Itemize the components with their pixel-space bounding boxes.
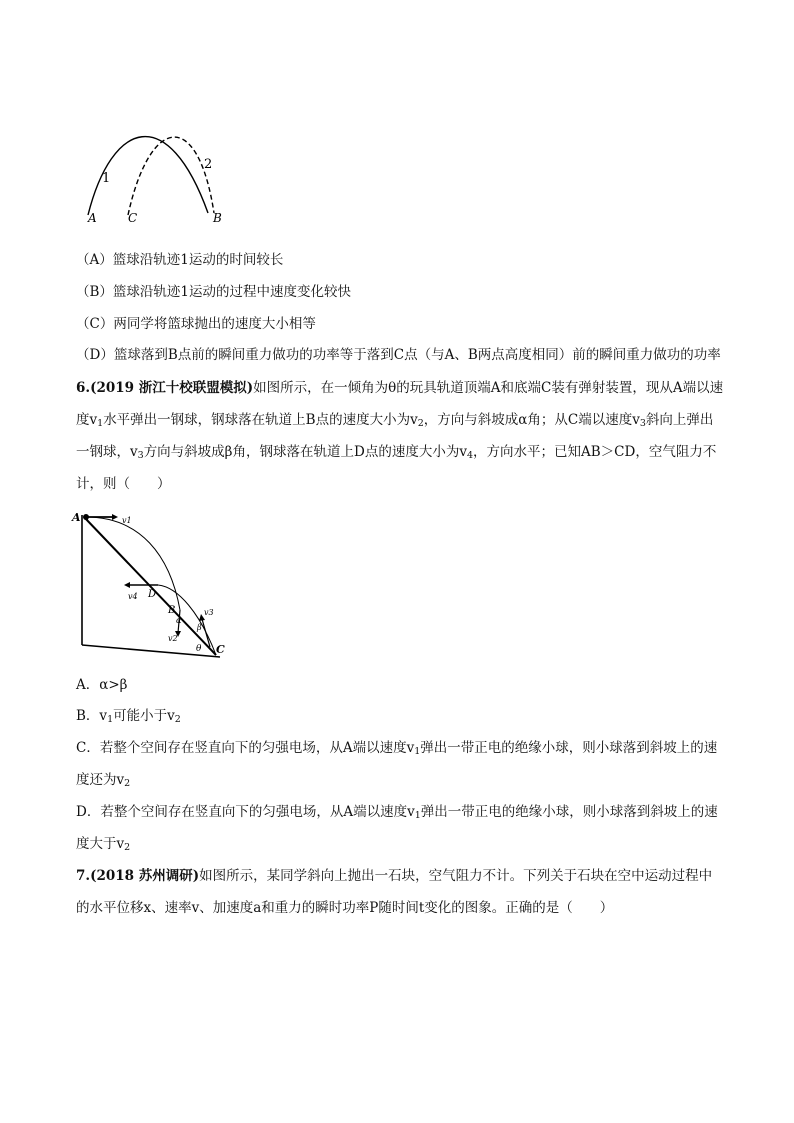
q6-option-a-text: A．α>β <box>76 677 128 693</box>
q5-option-c <box>76 314 756 334</box>
track-incline <box>84 517 216 655</box>
q6-sub-4: 4 <box>466 450 473 461</box>
q6-stem-part6: ，方向水平；已知AB＞CD，空气阻力不计，则（ ） <box>76 444 717 492</box>
label-a: A <box>72 511 81 524</box>
q6-stem-part5: 方向与斜坡成β角，钢球落在轨道上D点的速度大小为v <box>143 444 467 460</box>
q6-option-d-p2: 弹出一带正电的绝缘小球，则小球落到斜坡上的速度大于v <box>76 804 718 852</box>
q5-option-a-key: （A） <box>76 252 113 268</box>
q6-option-b-sub2: 2 <box>174 714 181 725</box>
label-curve-2: 2 <box>204 157 213 172</box>
v1-arrowhead <box>112 514 118 520</box>
q7-source: (2018 苏州调研) <box>90 868 200 884</box>
q6-option-d-sub2: 2 <box>124 842 131 853</box>
q5-option-b-key: （B） <box>76 284 113 300</box>
q6-option-a <box>76 675 756 695</box>
q5-option-a <box>76 250 756 270</box>
q7-number: 7. <box>76 868 91 884</box>
label-curve-1: 1 <box>102 171 111 186</box>
v4-arrowhead <box>124 582 130 588</box>
label-b: B <box>168 605 176 616</box>
q6-stem-part4: 斜向上弹出一钢球，v <box>76 412 714 460</box>
q6-stem-part3: ，方向与斜坡成α角；从C端以速度v <box>423 412 640 428</box>
q6-option-d-p1: D．若整个空间存在竖直向下的匀强电场，从A端以速度v <box>76 804 415 820</box>
q6-sub-1: 1 <box>97 418 104 429</box>
q5-option-d-text: 篮球落到B点前的瞬间重力做功的功率等于落到C点（与A、B两点高度相同）前的瞬间重力做功的功率 <box>113 347 721 363</box>
q5-option-d-key: （D） <box>76 347 114 363</box>
inclined-track-figure <box>70 505 230 662</box>
label-v4: v4 <box>128 592 138 601</box>
label-point-a: A <box>88 211 97 225</box>
q7-stem-text: 如图所示，某同学斜向上抛出一石块，空气阻力不计。下列关于石块在空中运动过程中的水平位移x、速率v、加速度a和重力的瞬时功率P随时间t变化的图象。正确的是（ ） <box>76 868 713 916</box>
q6-option-c-p2: 弹出一带正电的绝缘小球，则小球落到斜坡上的速度还为v <box>76 740 718 788</box>
q6-number: 6. <box>76 380 91 396</box>
q6-source: (2019 浙江十校联盟模拟) <box>90 380 254 396</box>
q6-option-b-sub1: 1 <box>107 714 114 725</box>
q5-option-b-text: 篮球沿轨迹1运动的过程中速度变化较快 <box>112 284 352 300</box>
q6-option-c-sub1: 1 <box>414 746 421 757</box>
q6-option-b <box>76 706 756 726</box>
q6-stem <box>76 372 724 500</box>
q6-option-b-p2: 可能小于v <box>113 708 175 724</box>
label-theta: θ <box>196 644 202 654</box>
label-c: C <box>216 643 225 656</box>
q5-option-b <box>76 282 756 302</box>
q6-option-c <box>76 732 724 796</box>
label-beta: β <box>197 623 202 632</box>
label-d: D <box>148 589 157 600</box>
q6-option-d <box>76 796 724 860</box>
q5-option-d <box>76 345 756 365</box>
q6-option-c-p1: C．若整个空间存在竖直向下的匀强电场，从A端以速度v <box>76 740 415 756</box>
label-point-c: C <box>128 211 138 225</box>
q6-sub-3: 3 <box>639 418 646 429</box>
q5-option-a-text: 篮球沿轨迹1运动的时间较长 <box>112 252 284 268</box>
trajectory-figure <box>80 110 240 228</box>
label-point-b: B <box>213 211 222 225</box>
q6-stem-part1: 如图所示，在一倾角为θ的玩具轨道顶端A和底端C装有弹射装置，现从A端以速度v <box>76 380 724 428</box>
q6-stem-part2: 水平弹出一钢球，钢球落在轨道上B点的速度大小为v <box>103 412 418 428</box>
q6-sub-2: 2 <box>417 418 424 429</box>
q6-option-b-p1: B．v <box>76 708 108 724</box>
q5-option-c-text: 两同学将篮球抛出的速度大小相等 <box>113 316 316 332</box>
label-v1: v1 <box>122 516 132 525</box>
q5-option-c-key: （C） <box>76 316 114 332</box>
q7-stem <box>76 860 724 924</box>
q6-option-d-sub1: 1 <box>414 810 421 821</box>
label-alpha: α <box>176 616 182 625</box>
q6-sub-3b: 3 <box>137 450 144 461</box>
label-v3: v3 <box>204 608 214 617</box>
label-v2: v2 <box>168 634 178 643</box>
q6-option-c-sub2: 2 <box>124 778 131 789</box>
